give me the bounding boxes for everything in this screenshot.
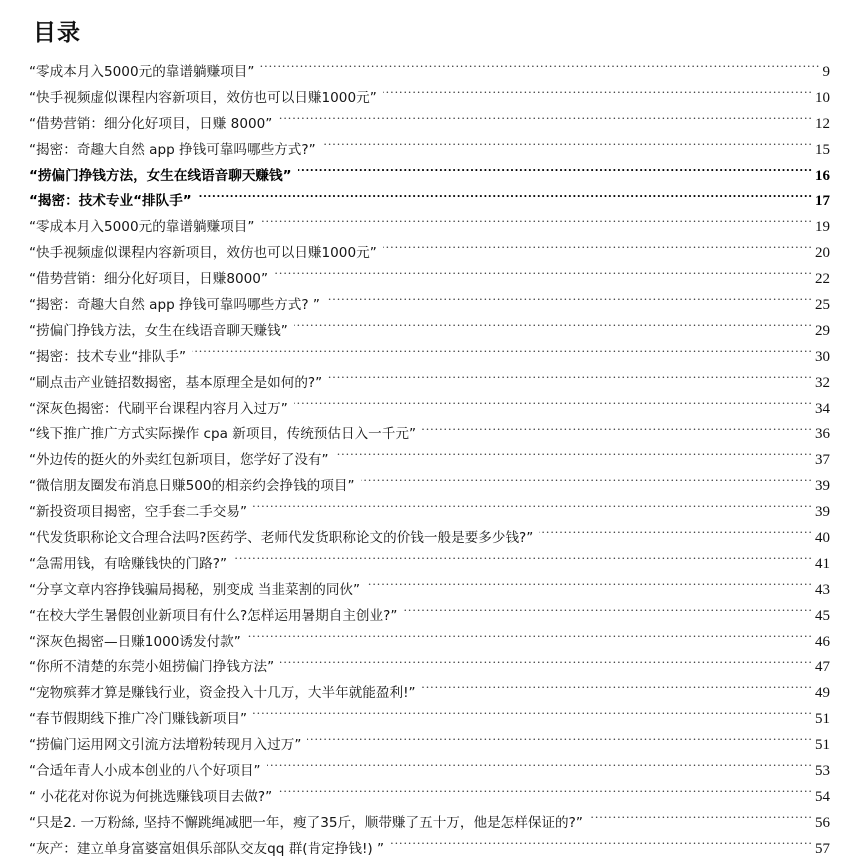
toc-page-number: 19 [815, 219, 830, 236]
toc-entry-title: “揭密：奇趣大自然 app 挣钱可靠吗哪些方式? ” [29, 297, 320, 314]
dot-leader [260, 58, 820, 76]
toc-entry-title: “快手视频虚似课程内容新项目，效仿也可以日赚1000元” [29, 245, 377, 262]
dot-leader [233, 550, 813, 568]
toc-entry[interactable] [0, 84, 865, 110]
dot-leader [322, 136, 813, 154]
dot-leader [307, 731, 813, 749]
toc-entry-title: “急需用钱，有啥赚钱快的门路?” [29, 555, 228, 572]
dot-leader [366, 576, 813, 594]
toc-entry[interactable] [0, 317, 865, 343]
toc-entry[interactable] [0, 783, 865, 809]
toc-entry[interactable] [0, 213, 865, 239]
toc-entry[interactable] [0, 809, 865, 835]
toc-entry-title: “代发货职称论文合理合法吗?医药学、老师代发货职称论文的价钱一般是要多少钱?” [29, 530, 534, 547]
toc-entry[interactable] [0, 731, 865, 757]
dot-leader [278, 110, 813, 128]
dot-leader [260, 213, 813, 231]
toc-entry[interactable] [0, 679, 865, 705]
toc-entry[interactable] [0, 162, 865, 188]
toc-heading: 目录 [33, 20, 81, 46]
toc-entry-title: “深灰色揭密—日赚1000诱发付款” [29, 633, 241, 650]
toc-page-number: 10 [815, 89, 830, 106]
dot-leader [589, 809, 813, 827]
toc-page-number: 30 [815, 348, 830, 365]
toc-entry-title: “灰产：建立单身富婆富姐俱乐部队交友qq 群(肯定挣钱!) ” [29, 840, 385, 857]
toc-entry[interactable] [0, 239, 865, 265]
toc-entry-title: “揭密：技术专业“排队手” [29, 348, 187, 365]
toc-entry-title: “ 小花花对你说为何挑选赚钱项目去做?” [29, 788, 273, 805]
toc-entry-title: “新投资项目揭密，空手套二手交易” [29, 504, 247, 521]
toc-entry-title: “刷点击产业链招数揭密，基本原理全是如何的?” [29, 374, 323, 391]
dot-leader [390, 835, 813, 853]
toc-page-number: 22 [815, 271, 830, 288]
dot-leader [298, 162, 813, 180]
toc-entry[interactable] [0, 265, 865, 291]
toc-entry[interactable] [0, 420, 865, 446]
toc-entry[interactable] [0, 576, 865, 602]
toc-page-number: 43 [815, 581, 830, 598]
toc-entry-title: “捞偏门运用网文引流方法增粉转现月入过万” [29, 737, 302, 754]
toc-page-number: 47 [815, 659, 830, 676]
toc-entry[interactable] [0, 628, 865, 654]
toc-entry-title: “捞偏门挣钱方法，女生在线语音聊天赚钱” [29, 167, 292, 184]
dot-leader [198, 187, 813, 205]
dot-leader [294, 395, 813, 413]
dot-leader [403, 602, 813, 620]
table-of-contents [0, 58, 865, 861]
toc-entry[interactable] [0, 653, 865, 679]
dot-leader [361, 472, 814, 490]
dot-leader [267, 757, 813, 775]
toc-page-number: 17 [815, 193, 830, 210]
toc-page-number: 46 [815, 633, 830, 650]
toc-entry[interactable] [0, 291, 865, 317]
toc-entry[interactable] [0, 757, 865, 783]
toc-entry-title: “分享文章内容挣钱骗局揭秘，别变成 当韭菜割的同伙” [29, 581, 361, 598]
toc-page-number: 49 [815, 685, 830, 702]
toc-entry[interactable] [0, 343, 865, 369]
toc-entry-title: “揭密：奇趣大自然 app 挣钱可靠吗哪些方式?” [29, 141, 316, 158]
dot-leader [278, 783, 813, 801]
toc-page-number: 40 [815, 530, 830, 547]
toc-entry-title: “宠物殡葬才算是赚钱行业，资金投入十几万，大半年就能盈利!” [29, 685, 416, 702]
dot-leader [328, 369, 813, 387]
toc-entry-title: “借势营销：细分化好项目，日赚 8000” [29, 115, 273, 132]
toc-entry-title: “深灰色揭密：代刷平台课程内容月入过万” [29, 400, 288, 417]
toc-entry[interactable] [0, 136, 865, 162]
dot-leader [383, 239, 813, 257]
toc-entry-title: “你所不清楚的东莞小姐捞偏门挣钱方法” [29, 659, 275, 676]
toc-page-number: 29 [815, 322, 830, 339]
toc-entry[interactable] [0, 369, 865, 395]
toc-page-number: 39 [815, 478, 830, 495]
toc-entry[interactable] [0, 550, 865, 576]
toc-page-number: 36 [815, 426, 830, 443]
dot-leader [280, 653, 813, 671]
dot-leader [247, 628, 813, 646]
toc-page-number: 41 [815, 555, 830, 572]
toc-page-number: 32 [815, 374, 830, 391]
toc-entry[interactable] [0, 110, 865, 136]
toc-entry-title: “捞偏门挣钱方法，女生在线语音聊天赚钱” [29, 322, 288, 339]
toc-entry-title: “零成本月入5000元的靠谱躺赚项目” [29, 219, 255, 236]
toc-page-number: 51 [815, 711, 830, 728]
toc-page-number: 25 [815, 297, 830, 314]
toc-entry[interactable] [0, 58, 865, 84]
dot-leader [539, 524, 813, 542]
toc-entry[interactable] [0, 498, 865, 524]
dot-leader [274, 265, 813, 283]
toc-entry-title: “线下推广推广方式实际操作 cpa 新项目，传统预估日入一千元” [29, 426, 417, 443]
dot-leader [335, 446, 813, 464]
toc-page-number: 16 [815, 167, 830, 184]
toc-page-number: 39 [815, 504, 830, 521]
toc-entry[interactable] [0, 446, 865, 472]
toc-entry-title: “春节假期线下推广冷门赚钱新项目” [29, 711, 247, 728]
toc-page-number: 15 [815, 141, 830, 158]
toc-entry[interactable] [0, 705, 865, 731]
dot-leader [294, 317, 813, 335]
toc-entry[interactable] [0, 472, 865, 498]
toc-entry[interactable] [0, 524, 865, 550]
dot-leader [326, 291, 813, 309]
dot-leader [422, 679, 813, 697]
toc-entry-title: “借势营销：细分化好项目，日赚8000” [29, 271, 268, 288]
dot-leader [422, 420, 813, 438]
toc-entry[interactable] [0, 602, 865, 628]
dot-leader [253, 705, 813, 723]
dot-leader [192, 343, 813, 361]
toc-page-number: 9 [822, 64, 830, 80]
toc-entry-title: “快手视频虚似课程内容新项目，效仿也可以日赚1000元” [29, 89, 377, 106]
toc-page-number: 57 [815, 840, 830, 857]
toc-page-number: 51 [815, 737, 830, 754]
toc-page-number: 45 [815, 607, 830, 624]
toc-entry-title: “在校大学生暑假创业新项目有什么?怎样运用暑期自主创业?” [29, 607, 398, 624]
toc-page-number: 56 [815, 814, 830, 831]
toc-entry[interactable] [0, 835, 865, 861]
toc-entry-title: “揭密：技术专业“排队手” [29, 193, 192, 210]
toc-entry-title: “外边传的挺火的外卖红包新项目，您学好了没有” [29, 452, 329, 469]
toc-page-number: 54 [815, 788, 830, 805]
toc-entry-title: “微信朋友圈发布消息日赚500的相亲约会挣钱的项目” [29, 478, 355, 495]
dot-leader [253, 498, 813, 516]
toc-entry-title: “只是2. 一万粉絲, 坚持不懈跳绳减肥一年，瘦了35斤，顺带赚了五十万，他是怎样保证的?” [29, 814, 583, 831]
toc-page-number: 34 [815, 400, 830, 417]
toc-entry[interactable] [0, 187, 865, 213]
dot-leader [383, 84, 813, 102]
toc-page-number: 20 [815, 245, 830, 262]
toc-entry[interactable] [0, 395, 865, 421]
toc-page-number: 37 [815, 452, 830, 469]
toc-entry-title: “零成本月入5000元的靠谱躺赚项目” [29, 64, 255, 80]
toc-page-number: 53 [815, 763, 830, 780]
toc-entry-title: “合适年青人小成本创业的八个好项目” [29, 763, 261, 780]
toc-page-number: 12 [815, 115, 830, 132]
